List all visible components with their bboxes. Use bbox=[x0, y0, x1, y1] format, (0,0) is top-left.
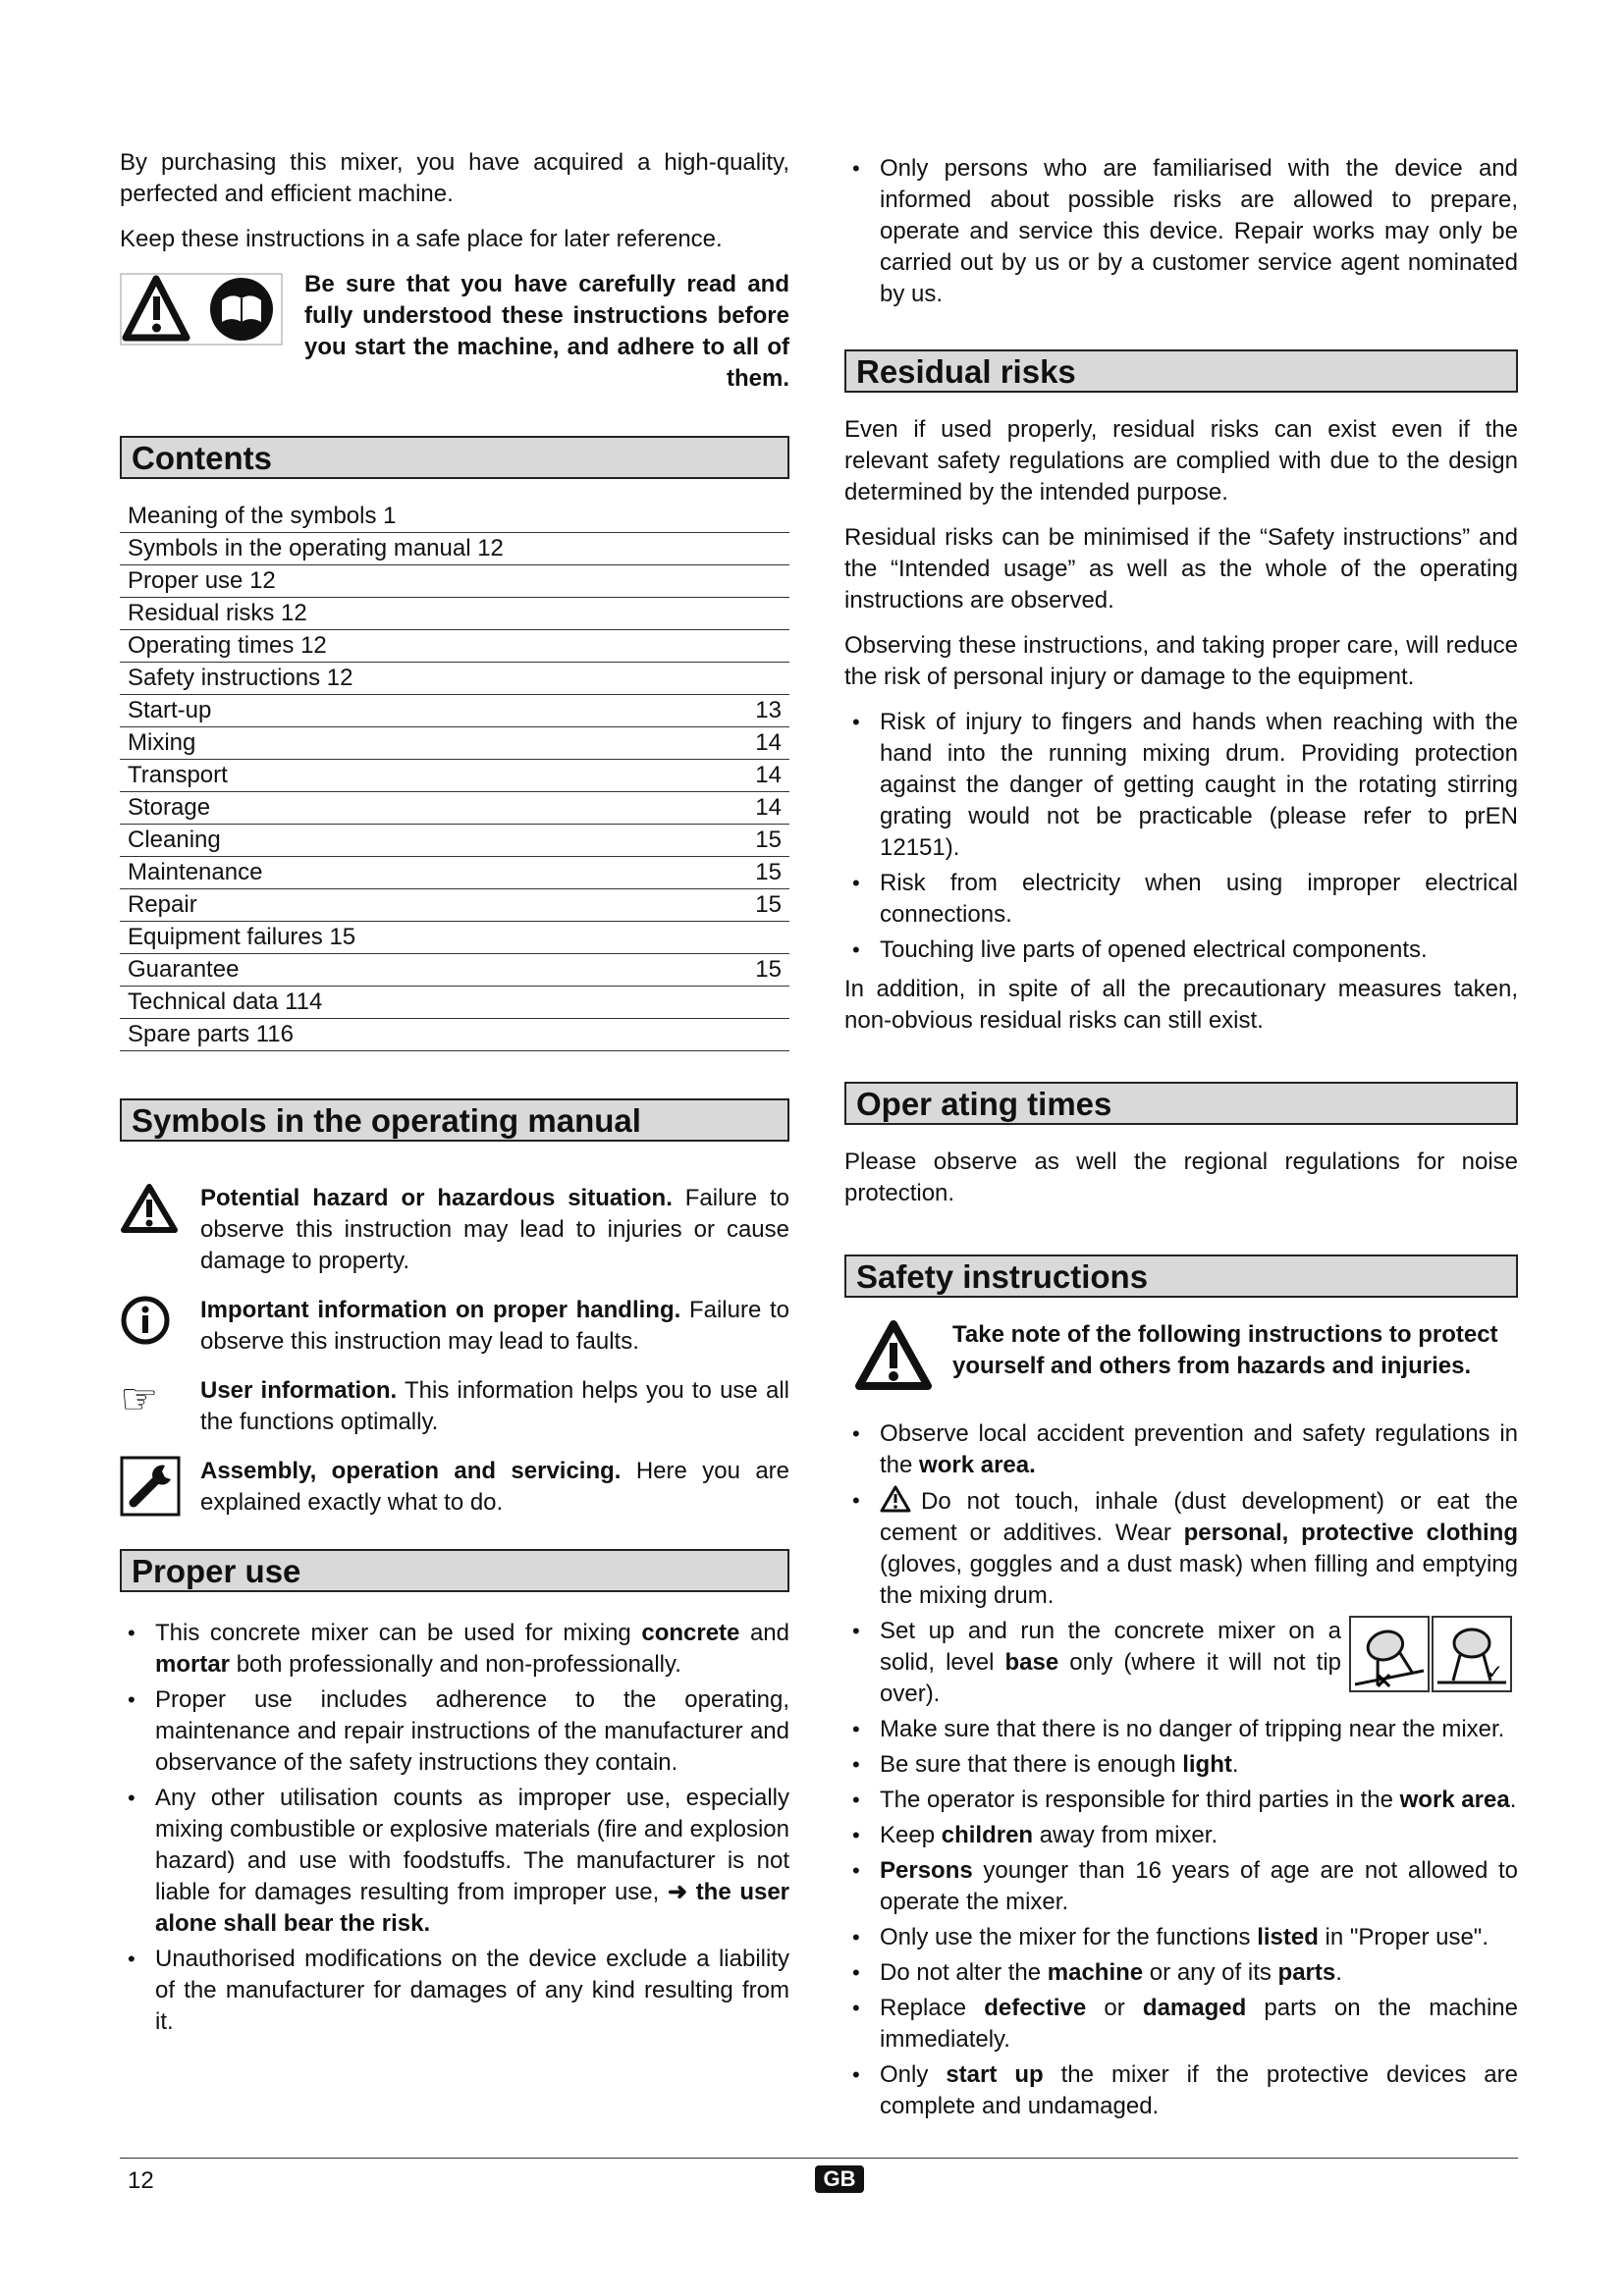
symbol-hazard bbox=[120, 1183, 789, 1277]
list-item: • Proper use includes adherence to the operating, maintenance and repair instructions of the manufacturer and observance of the safety instructions they contain. bbox=[120, 1684, 789, 1779]
list-item: • Risk of injury to fingers and hands when reaching with the hand into the running mixing drum. Providing protection against the danger of getting caught in the rotating stirring grating would not be practicable (please refer to prEN 12151). bbox=[844, 707, 1518, 864]
toc-entry-label: Cleaning bbox=[120, 825, 715, 857]
symbols-heading: Symbols in the operating manual bbox=[120, 1098, 789, 1142]
list-item: • Touching live parts of opened electrical components. bbox=[844, 934, 1518, 966]
symbol-user-info bbox=[120, 1375, 789, 1438]
list-item: • Do not alter the machine or any of its parts. bbox=[844, 1957, 1518, 1989]
wrench-icon bbox=[120, 1456, 183, 1522]
level-base-icon bbox=[1349, 1616, 1512, 1692]
arrow-icon: ➜ bbox=[667, 1879, 688, 1905]
intro-paragraph-2: Keep these instructions in a safe place for later reference. bbox=[120, 226, 723, 252]
toc-entry-page bbox=[715, 663, 789, 695]
toc-entry-page: 14 bbox=[715, 727, 789, 760]
list-item: • Keep children away from mixer. bbox=[844, 1820, 1518, 1851]
table-row bbox=[120, 792, 789, 825]
toc-entry-page bbox=[715, 1019, 789, 1051]
list-item: • Only use the mixer for the functions listed in "Proper use". bbox=[844, 1922, 1518, 1953]
list-item: • Unauthorised modifications on the device exclude a liability of the manufacturer for damages of any kind resulting from it. bbox=[120, 1944, 789, 2038]
symbols-list bbox=[120, 1183, 789, 1522]
symbol-assembly bbox=[120, 1456, 789, 1522]
proper-use-heading: Proper use bbox=[120, 1549, 789, 1592]
residual-risks-heading: Residual risks bbox=[844, 349, 1518, 393]
table-row bbox=[120, 922, 789, 954]
right-column bbox=[844, 153, 1518, 2126]
toc-entry-page bbox=[715, 565, 789, 598]
svg-text:✓: ✓ bbox=[1487, 1660, 1503, 1683]
table-row bbox=[120, 695, 789, 727]
info-icon bbox=[120, 1295, 183, 1351]
symbol-assembly-text: Assembly, operation and servicing. Here you are explained exactly what to do. bbox=[200, 1458, 790, 1516]
list-item: • Persons younger than 16 years of age are not allowed to operate the mixer. bbox=[844, 1855, 1518, 1918]
table-row bbox=[120, 727, 789, 760]
safety-warning-text: Take note of the following instructions to protect yourself and others from hazards and injuries. bbox=[952, 1321, 1498, 1379]
symbol-hazard-text: Potential hazard or hazardous situation. Failure to observe this instruction may lead to injuries or cause damage to property. bbox=[200, 1185, 789, 1274]
footer-rule bbox=[120, 2158, 1518, 2159]
operating-times-text: Please observe as well the regional regulations for noise protection. bbox=[844, 1148, 1518, 1206]
table-row bbox=[120, 760, 789, 792]
toc-entry-label: Maintenance bbox=[120, 857, 715, 889]
toc-entry-label: Meaning of the symbols 1 bbox=[120, 501, 715, 533]
table-of-contents bbox=[120, 501, 789, 1051]
toc-entry-label: Spare parts 116 bbox=[120, 1019, 715, 1051]
safety-warning-block bbox=[844, 1319, 1518, 1397]
table-row bbox=[120, 565, 789, 598]
toc-entry-label: Technical data 114 bbox=[120, 987, 715, 1019]
residual-paragraph-2: Residual risks can be minimised if the “Safety instructions” and the “Intended usage” as well as the whole of the operating instructions are observed. bbox=[844, 524, 1518, 614]
table-row bbox=[120, 825, 789, 857]
symbol-user-info-text: User information. This information helps you to use all the functions optimally. bbox=[200, 1377, 789, 1435]
toc-entry-label: Safety instructions 12 bbox=[120, 663, 715, 695]
intro-warning-text: Be sure that you have carefully read and fully understood these instructions before you start the machine, and adhere to all of them. bbox=[304, 271, 789, 392]
residual-risks-body bbox=[844, 414, 1518, 1037]
toc-entry-page: 14 bbox=[715, 760, 789, 792]
toc-entry-page bbox=[715, 533, 789, 565]
toc-entry-label: Residual risks 12 bbox=[120, 598, 715, 630]
toc-entry-label: Proper use 12 bbox=[120, 565, 715, 598]
operating-times-heading: Oper ating times bbox=[844, 1082, 1518, 1125]
toc-entry-label: Equipment failures 15 bbox=[120, 922, 715, 954]
list-item: • Replace defective or damaged parts on the machine immediately. bbox=[844, 1993, 1518, 2056]
toc-entry-page: 15 bbox=[715, 857, 789, 889]
symbol-info-text: Important information on proper handling. Failure to observe this instruction may lead to faults. bbox=[200, 1297, 789, 1355]
toc-entry-page: 15 bbox=[715, 954, 789, 987]
safety-list bbox=[844, 1418, 1518, 2122]
intro-paragraph-1: By purchasing this mixer, you have acquired a high-quality, perfected and efficient machine. bbox=[120, 149, 789, 207]
list-item: • Observe local accident prevention and safety regulations in the work area. bbox=[844, 1418, 1518, 1481]
toc-entry-page bbox=[715, 598, 789, 630]
table-row bbox=[120, 987, 789, 1019]
symbol-info bbox=[120, 1295, 789, 1358]
table-row bbox=[120, 663, 789, 695]
left-column bbox=[120, 147, 789, 2042]
table-row bbox=[120, 533, 789, 565]
toc-entry-page bbox=[715, 630, 789, 663]
table-row bbox=[120, 889, 789, 922]
toc-entry-label: Symbols in the operating manual 12 bbox=[120, 533, 715, 565]
table-row bbox=[120, 630, 789, 663]
table-row bbox=[120, 598, 789, 630]
residual-risks-list bbox=[844, 707, 1518, 966]
residual-paragraph-3: Observing these instructions, and taking proper care, will reduce the risk of personal injury or damage to the equipment. bbox=[844, 632, 1518, 690]
list-item: • Do not touch, inhale (dust development) or eat the cement or additives. Wear personal, protective clothing (gloves, goggles and a dust mask) when filling and emptying the mixing drum. bbox=[844, 1485, 1518, 1612]
warning-read-icons bbox=[120, 273, 283, 346]
table-row bbox=[120, 1019, 789, 1051]
page-number: 12 bbox=[128, 2167, 154, 2194]
safety-instructions-heading: Safety instructions bbox=[844, 1255, 1518, 1298]
toc-entry-label: Guarantee bbox=[120, 954, 715, 987]
warning-book-icon bbox=[120, 273, 283, 346]
toc-entry-page bbox=[715, 987, 789, 1019]
toc-entry-label: Storage bbox=[120, 792, 715, 825]
list-item: • Set up and run the concrete mixer on a solid, level base only (where it will not tip over). ✕ ✓ bbox=[844, 1616, 1518, 1710]
list-item: • Only persons who are familiarised with the device and informed about possible risks are allowed to prepare, operate and service this device. Repair works may only be carried out by us or by a customer service agent nominated by us. bbox=[844, 153, 1518, 310]
list-item: • The operator is responsible for third parties in the work area. bbox=[844, 1785, 1518, 1816]
list-item: • Risk from electricity when using improper electrical connections. bbox=[844, 868, 1518, 931]
list-item: • Be sure that there is enough light. bbox=[844, 1749, 1518, 1781]
intro-warning-block bbox=[120, 269, 789, 395]
svg-text:✕: ✕ bbox=[1375, 1669, 1393, 1692]
toc-entry-label: Repair bbox=[120, 889, 715, 922]
list-item: • Any other utilisation counts as improper use, especially mixing combustible or explosive materials (fire and explosion hazard) and use with foodstuffs. The manufacturer is not liable for damages resulting from improper use, ➜ the user alone shall bear the risk. bbox=[120, 1783, 789, 1940]
language-badge: GB bbox=[815, 2165, 864, 2193]
list-item: • Only start up the mixer if the protective devices are complete and undamaged. bbox=[844, 2059, 1518, 2122]
toc-entry-page bbox=[715, 922, 789, 954]
list-item: • Make sure that there is no danger of tripping near the mixer. bbox=[844, 1714, 1518, 1745]
toc-entry-page: 13 bbox=[715, 695, 789, 727]
toc-entry-page: 15 bbox=[715, 825, 789, 857]
list-item: • This concrete mixer can be used for mixing concrete and mortar both professionally and non-professionally. bbox=[120, 1618, 789, 1681]
pointing-hand-icon: ☞ bbox=[120, 1375, 159, 1423]
contents-heading: Contents bbox=[120, 436, 789, 479]
toc-entry-page: 15 bbox=[715, 889, 789, 922]
residual-paragraph-4: In addition, in spite of all the precautionary measures taken, non-obvious residual risks can still exist. bbox=[844, 976, 1518, 1034]
proper-use-list bbox=[120, 1618, 789, 2038]
table-row bbox=[120, 501, 789, 533]
toc-entry-label: Operating times 12 bbox=[120, 630, 715, 663]
authorised-persons-list bbox=[844, 153, 1518, 310]
toc-entry-label: Transport bbox=[120, 760, 715, 792]
residual-paragraph-1: Even if used properly, residual risks can exist even if the relevant safety regulations are complied with due to the design determined by the intended purpose. bbox=[844, 416, 1518, 506]
toc-entry-label: Start-up bbox=[120, 695, 715, 727]
toc-entry-page bbox=[715, 501, 789, 533]
warning-triangle-icon bbox=[880, 1485, 911, 1513]
warning-triangle-icon bbox=[120, 1183, 183, 1239]
toc-entry-label: Mixing bbox=[120, 727, 715, 760]
warning-triangle-icon bbox=[854, 1319, 945, 1397]
table-row bbox=[120, 954, 789, 987]
table-row bbox=[120, 857, 789, 889]
toc-entry-page: 14 bbox=[715, 792, 789, 825]
